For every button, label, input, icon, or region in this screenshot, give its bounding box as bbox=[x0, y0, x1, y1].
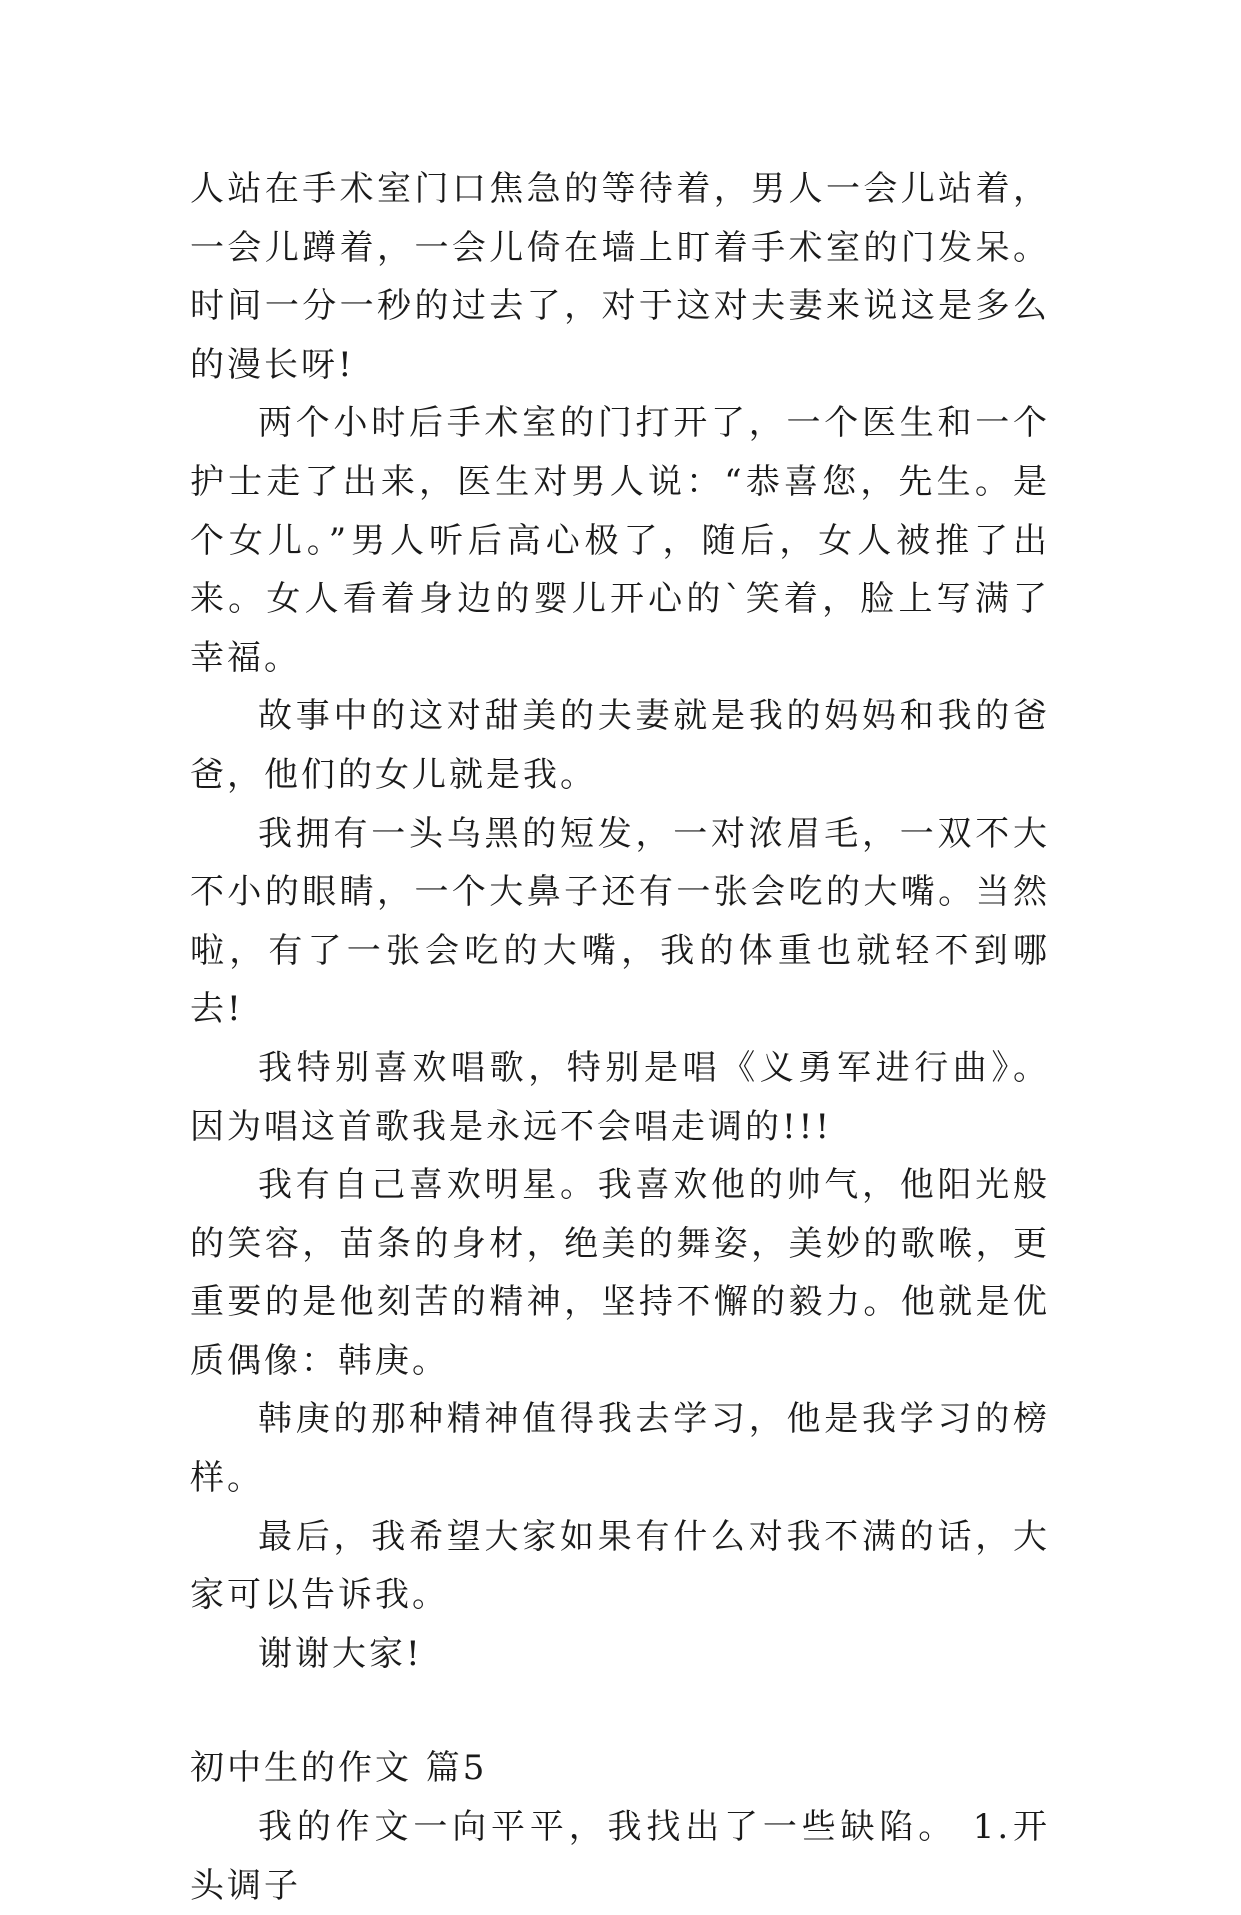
paragraph: 韩庚的那种精神值得我去学习，他是我学习的榜样。 bbox=[190, 1399, 1050, 1499]
paragraph: 谢谢大家! bbox=[258, 1633, 423, 1674]
paragraph: 最后，我希望大家如果有什么对我不满的话，大家可以告诉我。 bbox=[190, 1516, 1050, 1616]
paragraph: 两个小时后手术室的门打开了，一个医生和一个护士走了出来，医生对男人说：“恭喜您，先生。是个女儿。”男人听后高心极了，随后，女人被推了出来。女人看着身边的婴儿开心的`笑着，脸上写满了幸福。 bbox=[190, 403, 1050, 678]
paragraph: 我特别喜欢唱歌，特别是唱《义勇军进行曲》。因为唱这首歌我是永远不会唱走调的!!! bbox=[190, 1047, 1050, 1147]
paragraph-continuation: 人站在手术室门口焦急的等待着，男人一会儿站着，一会儿蹲着，一会儿倚在墙上盯着手术室的门发呆。时间一分一秒的过去了，对于这对夫妻来说这是多么的漫长呀! bbox=[190, 169, 1050, 385]
document-body bbox=[190, 160, 1050, 1915]
paragraph: 我拥有一头乌黑的短发，一对浓眉毛，一双不大不小的眼睛，一个大鼻子还有一张会吃的大嘴。当然啦，有了一张会吃的大嘴，我的体重也就轻不到哪去! bbox=[190, 813, 1050, 1030]
paragraph: 我的作文一向平平，我找出了一些缺陷。 1.开头调子 bbox=[190, 1807, 1050, 1906]
section-heading: 初中生的作文 篇5 bbox=[190, 1748, 488, 1789]
paragraph: 故事中的这对甜美的夫妻就是我的妈妈和我的爸爸，他们的女儿就是我。 bbox=[190, 696, 1050, 795]
paragraph: 我有自己喜欢明星。我喜欢他的帅气，他阳光般的笑容，苗条的身材，绝美的舞姿，美妙的歌喉，更重要的是他刻苦的精神，坚持不懈的毅力。他就是优质偶像：韩庚。 bbox=[190, 1165, 1050, 1381]
